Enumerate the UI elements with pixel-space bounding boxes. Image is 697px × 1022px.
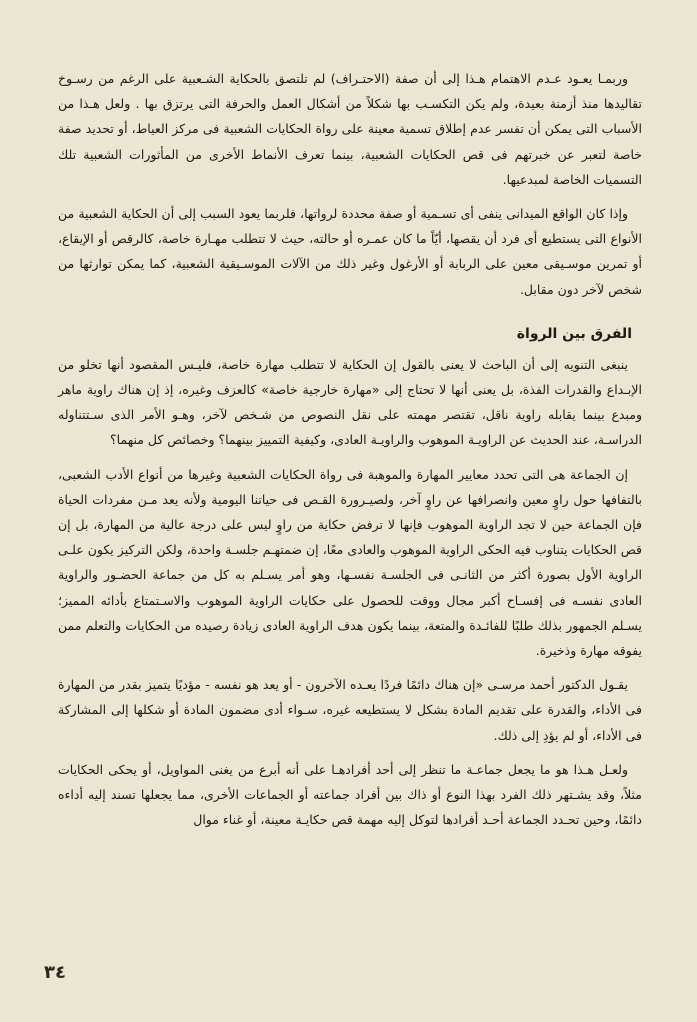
section-paragraph: يقـول الدكتور أحمد مرسـى «إن هناك دائمًا فردًا يعـده الآخرون - أو يعد هو نفسه - مؤديًا يتميز بقدر من المهارة فى الأداء، والقدرة على تقديم المادة بشكل لا يستطيعه غيره، سـواء أدى مضمون المادة أو شكلها إلى المشاركة فى الأداء، أو لم يؤدِ إلى ذلك.: [58, 677, 642, 743]
intro-paragraph: وإذا كان الواقع الميدانى ينفى أى تسـمية أو صفة محددة لرواتها، فلربما يعود السبب إلى أن الحكاية الشعبية من الأنواع التى يستطيع أى فرد أن يقصها، أيّاً ما كان عمـره أو حالته، حيث لا تتطلب مهـارة خاصة، كالرقص أو الإيقاع، أو تمرين موسـيقى معين على الربابة أو الأرغول وغير ذلك من الآلات الموسـيقية الشعبية، كما يمكن توارثها من شخص لآخر دون مقابل.: [58, 206, 642, 297]
page-number: ٣٤: [44, 962, 66, 983]
section-paragraph: إن الجماعة هى التى تحدد معايير المهارة والموهبة فى رواة الحكايات الشعبية وغيرها من أنواع الأدب الشعبى، بالتفافها حول راوٍ معين وانصرافها عن راوٍ آخر، ولصيـرورة القـص فى حياتنا اليومية ولأنه يعد مـن مفردات الحياة فإن الجماعة حين لا تجد الراوية الموهوب فإنها لا ترفض حكاية من راوٍ ليس على درجة عالية من المهارة، بل إن قص الحكايات يتناوب فيه الحكى الراوية الموهوب والعادى معًا، إن ضمتهـم جلسـة واحدة، ولكن التركيز يكون علـى الراوية الأول بصورة أكثر من الثانـى فى الجلسـة نفسـها، وهو أمر يسـلم به كل من جماعة الحضـور والراوية العادى نفسـه فى إفسـاح أكبر مجال ووقت للحصول على حكايات الراوية الموهوب والاسـتمتاع بأدائه المميز؛ يسـلم الجمهور بذلك طلبًا للفائـدة والمتعة، بينما يكون هدف الراوية العادى زيادة رصيده من الحكايات والتعلم ممن يفوقه مهارة وذخيرة.: [58, 466, 642, 659]
section-paragraph: ينبغى التنويه إلى أن الباحث لا يعنى بالقول إن الحكاية لا تتطلب مهارة خاصة، فليـس المقصود أنها تخلو من الإبـداع والقدرات الفذة، بل يعنى أنها لا تحتاج إلى «مهارة خارجية خاصة» كالعزف وغيره، إذ إن هناك راوية ماهر ومبدع بينما يقابله راوية ناقل، تقتصر مهمته على نقل النصوص من شـخص لآخر، وهـو الأمر الذى سـتتناوله الدراسـة، عند الحديث عن الراويـة الموهوب والراويـة العادى، وكيفية التمييز بينهما؟ وخصائص كل منهما؟: [58, 356, 642, 448]
section-heading: الفرق بين الرواة: [516, 325, 632, 342]
intro-paragraph: وربمـا يعـود عـدم الاهتمام هـذا إلى أن صفة (الاحتـراف) لم تلتصق بالحكاية الشـعبية على الرغم من رسـوخ تقاليدها منذ أزمنة بعيدة، ولم يكن التكسـب بها شكلاً من أشكال العمل والحرفة التى يرتزق بها . ولعل هـذا من الأسباب التى يمكن أن تفسر عدم إطلاق تسمية معينة على رواة الحكايات الشعبية فى مركز العياط، أو تحديد صفة خاصة لتعبر عن خبرتهم فى قص الحكايات الشعبية، بينما تعرف الأنماط الأخرى من المأثورات الشعبية تلك التسميات الخاصة لمبدعيها.: [58, 71, 642, 187]
page-content: [58, 66, 642, 841]
section-paragraph: ولعـل هـذا هو ما يجعل جماعـة ما تنظر إلى أحد أفرادهـا على أنه أبرع من يغنى المواويل، أو يحكى الحكايات مثلاً، وقد يشـتهر ذلك الفرد بهذا النوع أو ذاك بين أفراد جماعته أو الجماعات الأخرى، مما يجعلها تسند إليه أداءه دائمًا، وحين تحـدد الجماعة أحـد أفرادها لتوكل إليه مهمة قص حكايـة معينة، أو غناء موال: [58, 761, 642, 828]
